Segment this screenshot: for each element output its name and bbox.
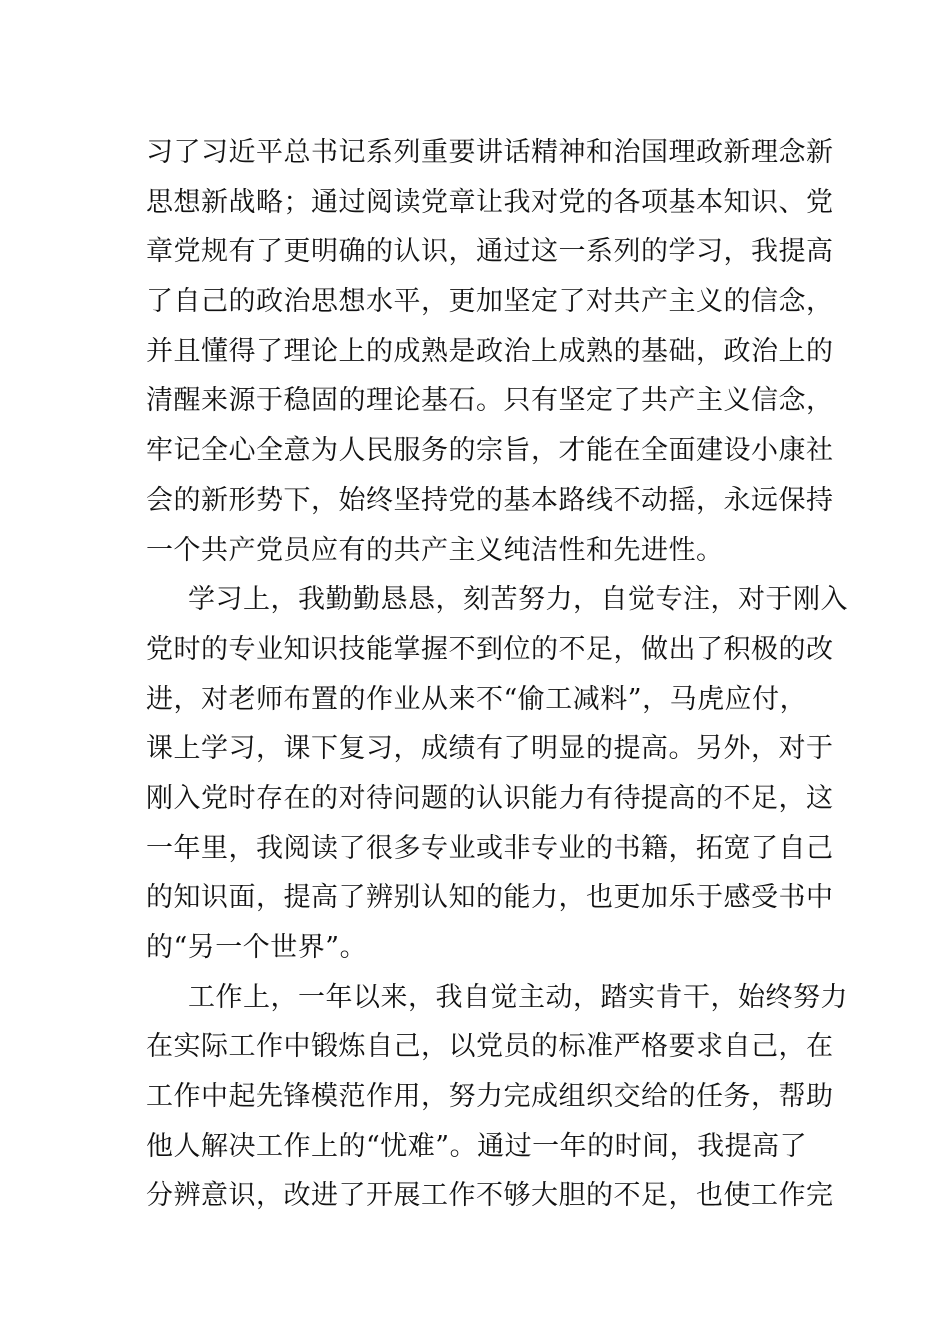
paragraph-2-line-3: 进，对老师布置的作业从来不“偷工减料”，马虎应付，	[146, 683, 808, 715]
paragraph-1-line-4: 了自己的政治思想水平，更加坚定了对共产主义的信念，	[146, 286, 834, 318]
paragraph-3-line-2: 在实际工作中锻炼自己，以党员的标准严格要求自己，在	[146, 1031, 834, 1063]
paragraph-1-line-6: 清醒来源于稳固的理论基石。只有坚定了共产主义信念，	[146, 385, 834, 417]
paragraph-3-line-1: 工作上，一年以来，我自觉主动，踏实肯干，始终努力	[188, 981, 848, 1013]
paragraph-1-line-5: 并且懂得了理论上的成熟是政治上成熟的基础，政治上的	[146, 335, 834, 367]
paragraph-2-line-8: 的“另一个世界”。	[146, 932, 368, 963]
paragraph-1-line-2: 思想新战略；通过阅读党章让我对党的各项基本知识、党	[146, 186, 834, 218]
paragraph-2-line-1: 学习上，我勤勤恳恳，刻苦努力，自觉专注，对于刚入	[188, 584, 848, 616]
paragraph-2-line-6: 一年里，我阅读了很多专业或非专业的书籍，拓宽了自己	[146, 832, 834, 864]
paragraph-1-line-8: 会的新形势下，始终坚持党的基本路线不动摇，永远保持	[146, 484, 834, 516]
paragraph-1-line-9: 一个共产党员应有的共产主义纯洁性和先进性。	[146, 534, 724, 566]
paragraph-1-line-1: 习了习近平总书记系列重要讲话精神和治国理政新理念新	[146, 137, 834, 168]
paragraph-1-line-7: 牢记全心全意为人民服务的宗旨，才能在全面建设小康社	[146, 435, 834, 467]
paragraph-2-line-2: 党时的专业知识技能掌握不到位的不足，做出了积极的改	[146, 633, 834, 665]
paragraph-2-line-5: 刚入党时存在的对待问题的认识能力有待提高的不足，这	[146, 782, 834, 814]
document-body	[146, 128, 848, 1221]
paragraph-3-line-3: 工作中起先锋模范作用，努力完成组织交给的任务，帮助	[146, 1081, 834, 1113]
paragraph-3-line-5: 分辨意识，改进了开展工作不够大胆的不足，也使工作完	[146, 1180, 834, 1212]
paragraph-2-line-4: 课上学习，课下复习，成绩有了明显的提高。另外，对于	[146, 733, 834, 765]
paragraph-2-line-7: 的知识面，提高了辨别认知的能力，也更加乐于感受书中	[146, 882, 834, 914]
paragraph-3-line-4: 他人解决工作上的“忧难”。通过一年的时间，我提高了	[146, 1130, 808, 1162]
paragraph-1-line-3: 章党规有了更明确的认识，通过这一系列的学习，我提高	[146, 236, 834, 268]
